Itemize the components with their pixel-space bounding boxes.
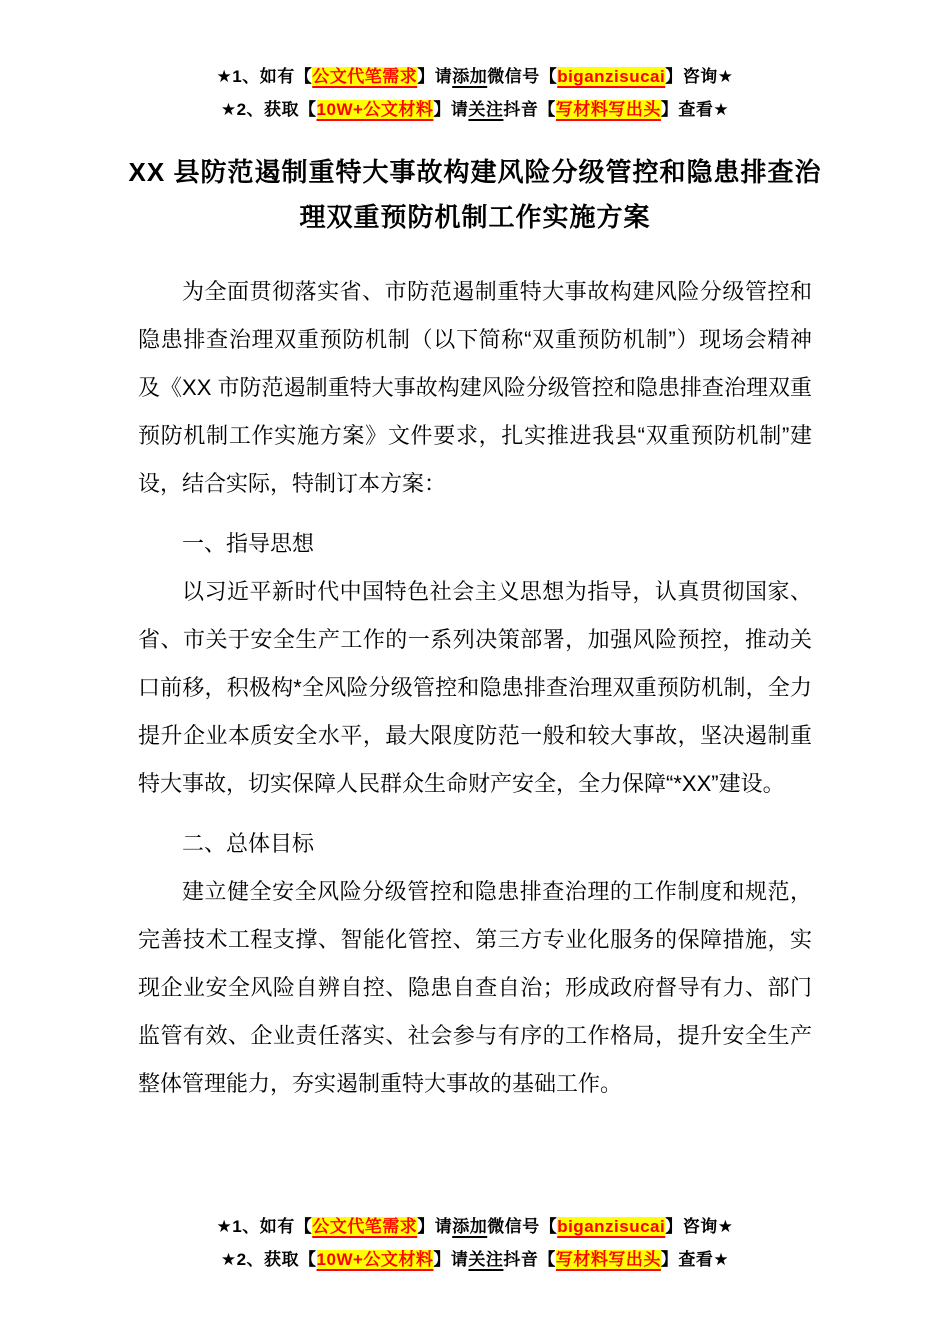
- promo-highlighted-text: 写材料写出头: [555, 1250, 661, 1269]
- promo-text: 】查看★: [660, 100, 730, 119]
- promo-banner-top: [0, 0, 950, 126]
- promo-highlighted-text: 写材料写出头: [555, 100, 661, 119]
- document-body: [138, 268, 812, 1108]
- promo-text: 】请: [433, 1250, 469, 1269]
- promo-line-2: [0, 93, 950, 126]
- paragraph: 为全面贯彻落实省、市防范遏制重特大事故构建风险分级管控和隐患排查治理双重预防机制（以下简称“双重预防机制”）现场会精神及《XX 市防范遏制重特大事故构建风险分级管控和隐患排查治理双重预防机制工作实施方案》文件要求，扎实推进我县“双重预防机制”建设，结合实际，特制订本方案：: [138, 279, 812, 496]
- promo-highlighted-text: biganzisucai: [557, 1217, 666, 1236]
- section-heading: 一、指导思想: [182, 531, 315, 556]
- promo-text: ★1、如有【: [216, 67, 313, 86]
- paragraph: 建立健全安全风险分级管控和隐患排查治理的工作制度和规范，完善技术工程支撑、智能化管控、第三方专业化服务的保障措施，实现企业安全风险自辨自控、隐患自查自治；形成政府督导有力、部门监管有效、企业责任落实、社会参与有序的工作格局，提升安全生产整体管理能力，夯实遏制重特大事故的基础工作。: [138, 879, 812, 1096]
- promo-text: 】请: [417, 1217, 453, 1236]
- promo-text: 微信号【: [487, 1217, 558, 1236]
- promo-text: 抖音【: [503, 1250, 556, 1269]
- document-title-line-1: XX 县防范遏制重特大事故构建风险分级管控和隐患排查治: [128, 157, 822, 187]
- promo-text: 】咨询★: [665, 67, 734, 86]
- paragraph: 以习近平新时代中国特色社会主义思想为指导，认真贯彻国家、省、市关于安全生产工作的一系列决策部署，加强风险预控，推动关口前移，积极构*全风险分级管控和隐患排查治理双重预防机制，全力提升企业本质安全水平，最大限度防范一般和较大事故，坚决遏制重特大事故，切实保障人民群众生命财产安全，全力保障“*XX”建设。: [138, 579, 812, 796]
- promo-underlined-text: 关注: [468, 1250, 504, 1269]
- promo-text: ★1、如有【: [216, 1217, 313, 1236]
- promo-text: 】咨询★: [665, 1217, 734, 1236]
- promo-text: 微信号【: [487, 67, 558, 86]
- promo-highlighted-text: biganzisucai: [557, 67, 666, 86]
- promo-highlighted-text: 公文代笔需求: [312, 1217, 418, 1236]
- document-title-line-2: 理双重预防机制工作实施方案: [299, 202, 651, 232]
- promo-underlined-text: 添加: [452, 1217, 488, 1236]
- promo-text: 】请: [433, 100, 469, 119]
- promo-line-1: [0, 1210, 950, 1243]
- document-title: [0, 150, 950, 240]
- promo-text: 】请: [417, 67, 453, 86]
- promo-line-1: [0, 60, 950, 93]
- promo-text: 抖音【: [503, 100, 556, 119]
- promo-banner-bottom: [0, 1210, 950, 1276]
- promo-text: ★2、获取【: [220, 100, 317, 119]
- section-heading: 二、总体目标: [182, 831, 315, 856]
- promo-underlined-text: 添加: [452, 67, 488, 86]
- promo-underlined-text: 关注: [468, 100, 504, 119]
- promo-highlighted-text: 10W+公文材料: [316, 1250, 434, 1269]
- promo-highlighted-text: 10W+公文材料: [316, 100, 434, 119]
- promo-text: ★2、获取【: [220, 1250, 317, 1269]
- promo-highlighted-text: 公文代笔需求: [312, 67, 418, 86]
- promo-line-2: [0, 1243, 950, 1276]
- promo-text: 】查看★: [660, 1250, 730, 1269]
